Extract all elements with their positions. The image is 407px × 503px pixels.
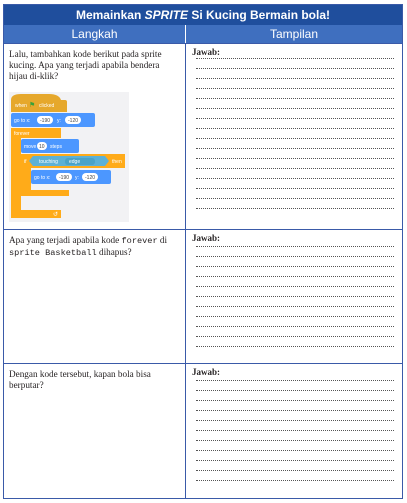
table-row — [4, 229, 402, 363]
step-question: Dengan kode tersebut, kapan bola bisa berputar? — [9, 369, 151, 390]
answer-cell[interactable] — [186, 364, 402, 498]
answer-cell[interactable] — [186, 44, 402, 229]
title-emphasis: SPRITE — [144, 8, 188, 22]
goto-text-2: go to x: — [34, 175, 51, 181]
title-suffix: Si Kucing Bermain bola! — [188, 8, 331, 22]
goto2-x-value: -190 — [59, 175, 70, 181]
move-steps-value: 10 — [39, 144, 45, 150]
table-title — [4, 5, 402, 25]
goto-text: go to x: — [14, 118, 31, 124]
goto2-y-label: y: — [75, 175, 79, 181]
step-cell — [4, 230, 186, 363]
code-forever: forever — [121, 236, 158, 246]
goto2-y-value: -120 — [85, 175, 96, 181]
forever-text: forever — [14, 131, 30, 137]
table-row — [4, 43, 402, 229]
move-text: move — [24, 144, 37, 150]
loop-arrow-icon: ↺ — [53, 212, 59, 218]
clicked-text: clicked — [39, 103, 55, 109]
worksheet-table — [3, 4, 403, 499]
step-question-part: dihapus? — [96, 247, 132, 257]
header-tampilan: Tampilan — [186, 25, 402, 43]
code-sprite-basketball: sprite Basketball — [9, 248, 97, 258]
answer-lines[interactable] — [196, 380, 394, 490]
goto-y-label: y: — [57, 118, 61, 124]
edge-text: edge — [69, 159, 81, 165]
title-prefix: Memainkan — [75, 8, 145, 22]
if-text: if — [24, 159, 27, 165]
goto-x-value: -190 — [40, 118, 51, 124]
answer-label: Jawab: — [192, 367, 221, 377]
scratch-code-image — [9, 92, 129, 222]
step-question: Lalu, tambahkan kode berikut pada sprite kucing. Apa yang terjadi apabila bendera hijau di-klik? — [9, 49, 162, 81]
steps-text: steps — [50, 144, 62, 150]
step-cell — [4, 364, 186, 498]
header-langkah: Langkah — [4, 25, 186, 43]
step-question-part: di — [157, 235, 168, 245]
step-cell — [4, 44, 186, 229]
answer-cell[interactable] — [186, 230, 402, 363]
answer-label: Jawab: — [192, 47, 221, 57]
then-text: then — [112, 159, 122, 165]
answer-lines[interactable] — [196, 58, 394, 218]
table-row — [4, 363, 402, 498]
step-question-part: Apa yang terjadi apabila kode — [9, 235, 122, 245]
answer-label: Jawab: — [192, 233, 221, 243]
when-text: when — [15, 103, 27, 109]
answer-lines[interactable] — [196, 246, 394, 356]
green-flag-icon: ⚑ — [29, 101, 36, 109]
touching-text: touching — [39, 159, 58, 165]
goto-y-value: -120 — [68, 118, 79, 124]
